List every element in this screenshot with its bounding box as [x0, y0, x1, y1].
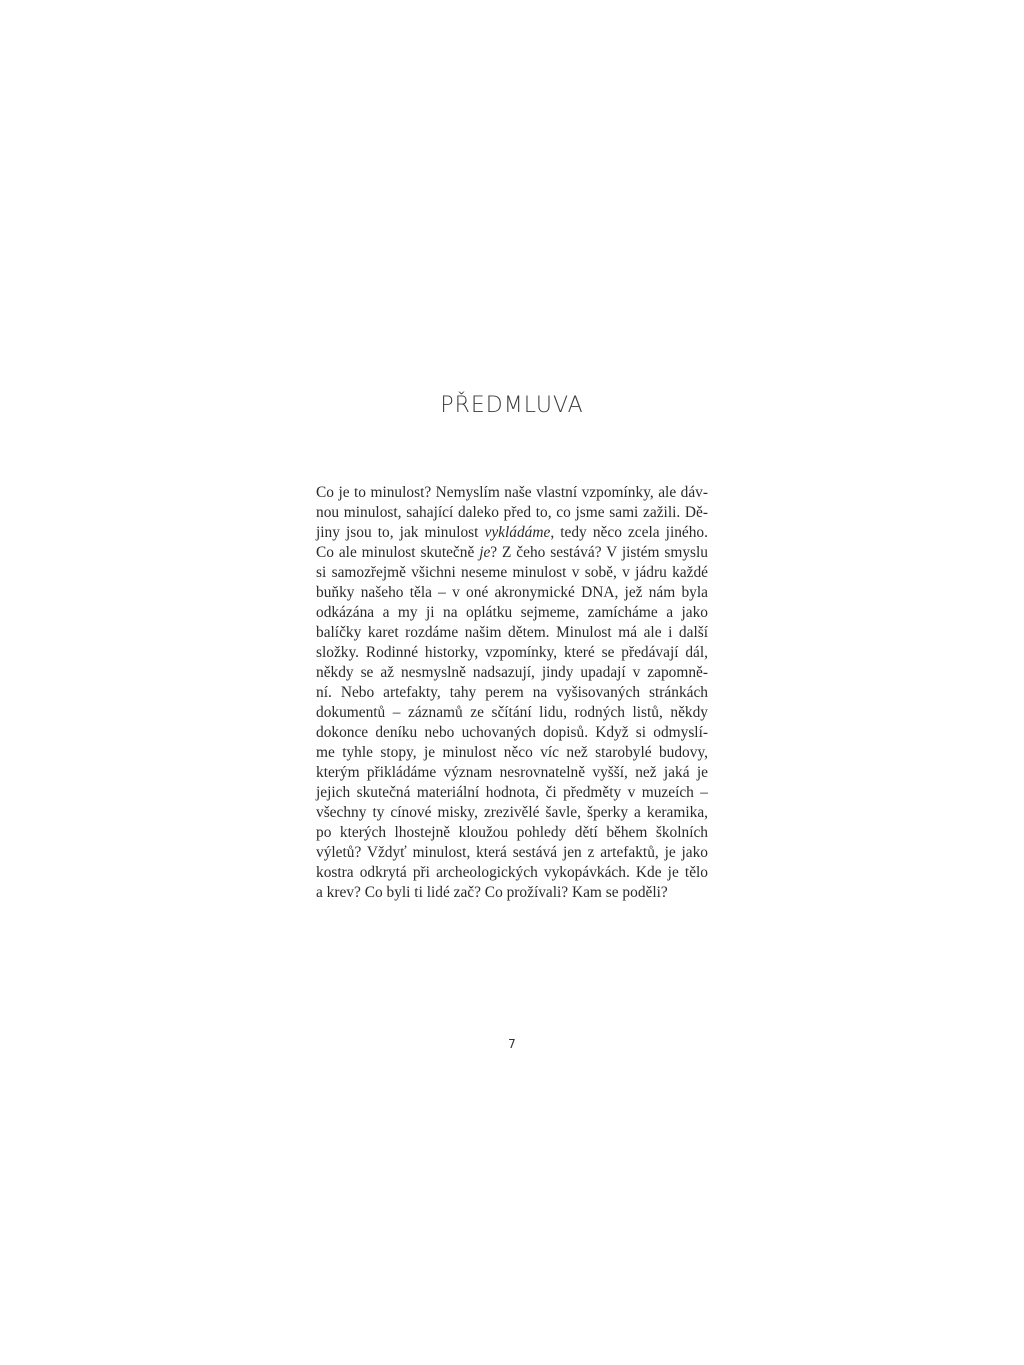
paragraph-line: Co ale minulost skutečně je? Z čeho sestává? V jistém smyslu	[316, 544, 708, 561]
paragraph-line: nou minulost, sahající daleko před to, co jsme sami zažili. Dě-	[316, 504, 708, 521]
paragraph-line: všechny ty cínové misky, zrezivělé šavle, šperky a keramika,	[316, 804, 708, 821]
paragraph-line: me tyhle stopy, je minulost něco víc než starobylé budovy,	[316, 744, 708, 761]
paragraph-line: někdy se až nesmyslně nadsazují, jindy upadají v zapomně-	[316, 664, 708, 681]
paragraph-line: výletů? Vždyť minulost, která sestává jen z artefaktů, je jako	[316, 844, 708, 861]
paragraph-line: dokonce deníku nebo uchovaných dopisů. Když si odmyslí-	[316, 724, 708, 741]
italic-emphasis: vykládáme	[484, 524, 551, 541]
paragraph-line: kterým přikládáme význam nesrovnatelně vyšší, než jaká je	[316, 764, 708, 781]
paragraph-line: ní. Nebo artefakty, tahy perem na vyšisovaných stránkách	[316, 684, 708, 701]
paragraph-line: jiny jsou to, jak minulost vykládáme, tedy něco zcela jiného.	[316, 524, 708, 541]
paragraph-line: balíčky karet rozdáme našim dětem. Minulost má ale i další	[316, 624, 708, 641]
paragraph-line: odkázána a my ji na oplátku sejmeme, zamícháme a jako	[316, 604, 708, 621]
italic-emphasis: je	[479, 544, 491, 561]
body-paragraph	[316, 483, 708, 903]
paragraph-line: si samozřejmě všichni neseme minulost v sobě, v jádru každé	[316, 564, 708, 581]
paragraph-line: složky. Rodinné historky, vzpomínky, které se předávají dál,	[316, 644, 708, 661]
paragraph-line: buňky našeho těla – v oné akronymické DNA, jež nám byla	[316, 584, 708, 601]
paragraph-line: jejich skutečná materiální hodnota, či předměty v muzeích –	[316, 784, 708, 801]
paragraph-line: dokumentů – záznamů ze sčítání lidu, rodných listů, někdy	[316, 704, 708, 721]
paragraph-line: kostra odkrytá při archeologických vykopávkách. Kde je tělo	[316, 864, 708, 881]
page-number: 7	[508, 1037, 516, 1051]
paragraph-line: po kterých lhostejně kloužou pohledy dětí během školních	[316, 824, 708, 841]
paragraph-line: a krev? Co byli ti lidé zač? Co prožívali? Kam se poděli?	[316, 884, 668, 901]
paragraph-line: Co je to minulost? Nemyslím naše vlastní vzpomínky, ale dáv-	[316, 484, 708, 501]
chapter-title: PŘEDMLUVA	[440, 393, 584, 418]
